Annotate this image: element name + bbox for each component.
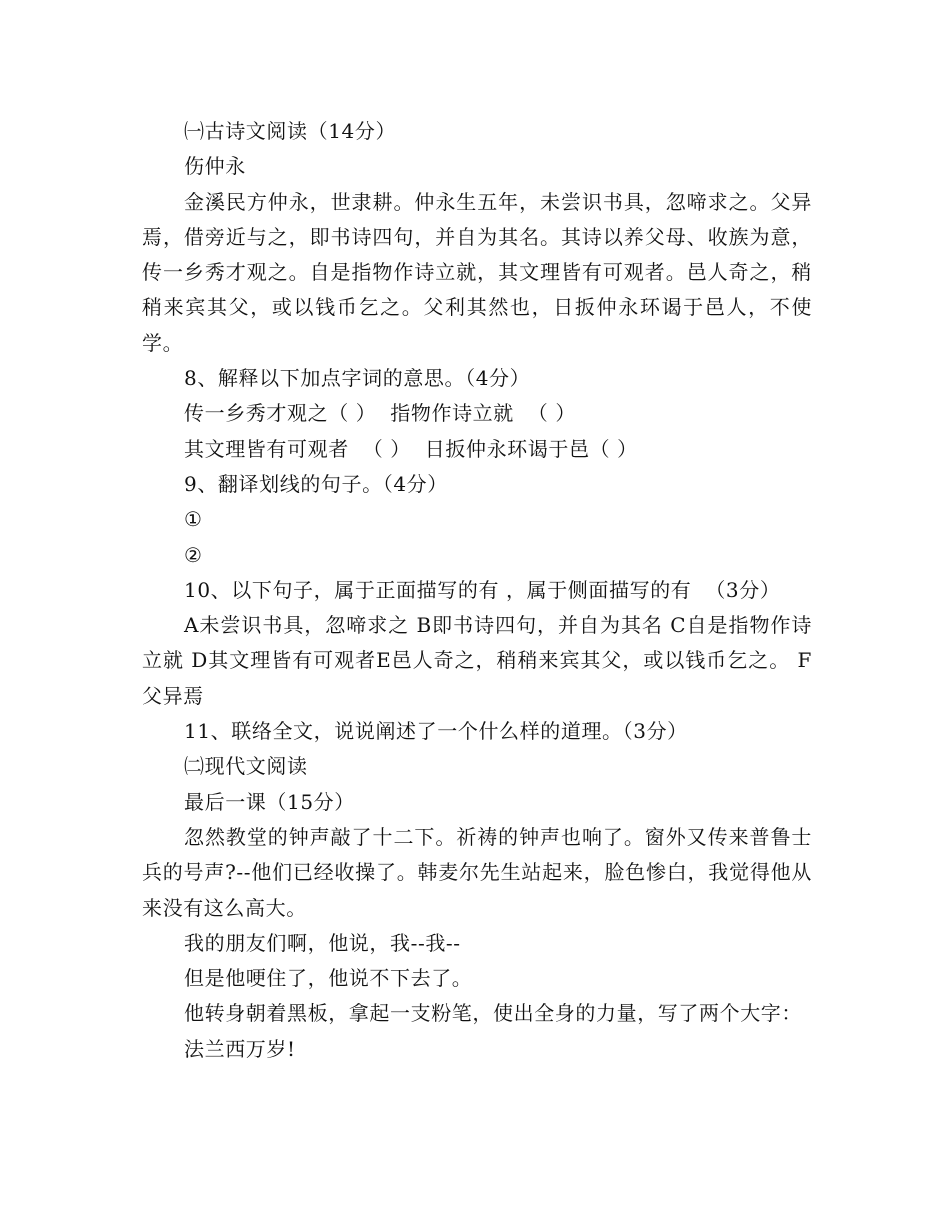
passage-paragraph: 金溪民方仲永，世隶耕。仲永生五年，未尝识书具，忽啼求之。父异焉，借旁近与之，即书诗四句，并自为其名。其诗以养父母、收族为意，传一乡秀才观之。自是指物作诗立就，其文理皆有可观者。邑人奇之，稍稍来宾其父，或以钱币乞之。父利其然也，日扳仲永环谒于邑人，不使学。: [142, 189, 812, 355]
question-8: 8、解释以下加点字词的意思。（4分）: [184, 366, 531, 391]
section-heading-modern: ㈡现代文阅读: [184, 754, 308, 779]
question-8-items-1: 传一乡秀才观之（ ） 指物作诗立就 （ ）: [184, 401, 576, 426]
passage-title-2: 最后一课（15分）: [184, 789, 355, 814]
question-11: 11、联络全文，说说阐述了一个什么样的道理。（3分）: [184, 719, 688, 744]
question-10: 10、以下句子，属于正面描写的有 ，属于侧面描写的有 （3分）: [184, 577, 781, 602]
section-heading-classical: ㈠古诗文阅读（14分）: [184, 119, 397, 143]
answer-line-1: ①: [184, 507, 203, 532]
document-body: [142, 114, 812, 1067]
story-paragraph: 但是他哽住了，他说不下去了。: [184, 966, 473, 991]
passage-title: 伤仲永: [184, 154, 246, 179]
story-paragraph: 法兰西万岁!: [184, 1036, 296, 1061]
question-8-items-2: 其文理皆有可观者 （ ） 日扳仲永环谒于邑（ ）: [184, 436, 638, 461]
story-paragraph: 忽然教堂的钟声敲了十二下。祈祷的钟声也响了。窗外又传来普鲁士兵的号声?--他们已经收操了。韩麦尔先生站起来，脸色惨白，我觉得他从来没有这么高大。: [142, 824, 812, 920]
question-9: 9、翻译划线的句子。（4分）: [184, 471, 448, 496]
story-paragraph: 他转身朝着黑板，拿起一支粉笔，使出全身的力量，写了两个大字：: [184, 1001, 802, 1026]
question-10-options: A未尝识书具，忽啼求之 B即书诗四句，并自为其名 C自是指物作诗立就 D其文理皆有可观者E邑人奇之，稍稍来宾其父，或以钱币乞之。 F父异焉: [142, 613, 812, 708]
story-paragraph: 我的朋友们啊，他说，我--我--: [184, 930, 461, 955]
answer-line-2: ②: [184, 542, 203, 567]
